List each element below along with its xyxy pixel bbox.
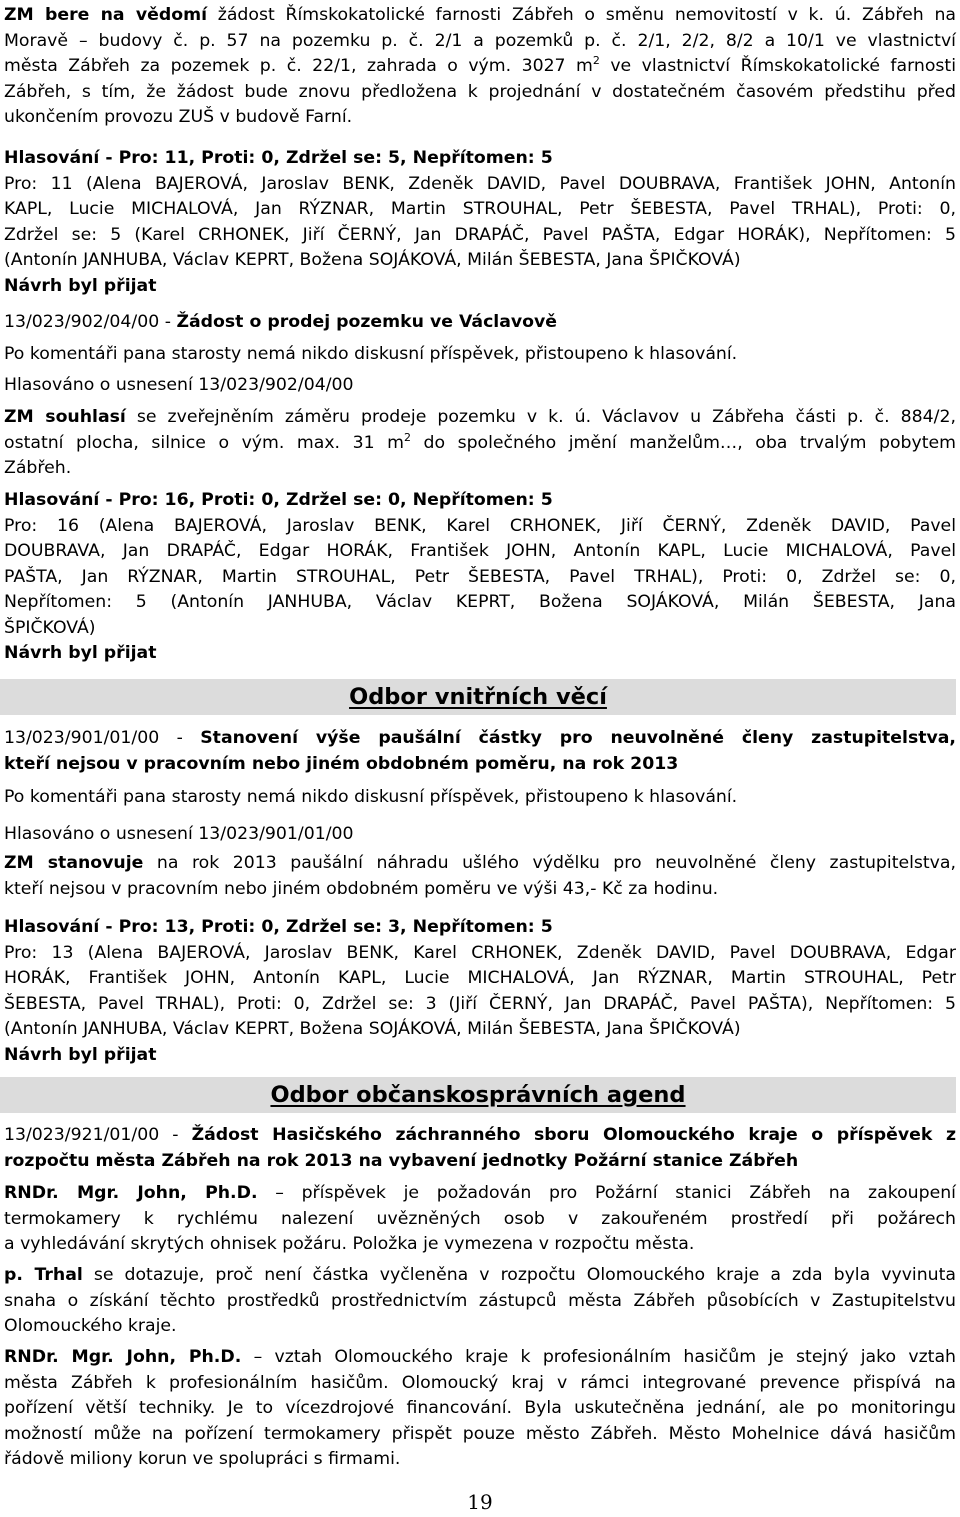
section-title: Odbor občanskosprávních agend	[270, 1082, 686, 1108]
text-line: ZM souhlasí se zveřejněním záměru prodeje pozemku v k. ú. Václavov u Zábřeha části p. č. 884/2,	[4, 407, 956, 427]
text-line: ostatní plocha, silnice o vým. max. 31 $m^2$ do společného jmění manželům…, oba trvalým pobytem	[4, 430, 956, 453]
vote-heading: Hlasování - Pro: 13, Proti: 0, Zdržel se: 3, Nepřítomen: 5	[4, 917, 553, 937]
item-number: 13/023/901/01/00 -	[4, 728, 201, 748]
vote-block-3	[4, 915, 956, 1068]
text-line: města Zábřeh za pozemek p. č. 22/1, zahrada o vým. 3027 $m^2$ ve vlastnictví Římskokatolické farnosti	[4, 54, 957, 76]
section-title: Odbor vnitřních věcí	[349, 684, 607, 710]
item-heading-1	[4, 310, 956, 336]
speech-paragraph-2	[4, 1263, 956, 1340]
vote-line: KAPL, Lucie MICHALOVÁ, Jan RÝZNAR, Martin STROUHAL, Petr ŠEBESTA, Pavel TRHAL), Proti: 0,	[4, 199, 956, 219]
speaker-name: RNDr. Mgr. John, Ph.D.	[4, 1347, 242, 1367]
section-heading-band	[0, 1077, 956, 1113]
discussion-comment: Po komentáři pana starosty nemá nikdo diskusní příspěvek, přistoupeno k hlasování.	[4, 787, 738, 807]
voted-on-line: Hlasováno o usnesení 13/023/901/01/00	[4, 824, 354, 844]
text-line: termokamery k rychlému nalezení uvězněných osob v zakouřeném prostředí při požárech	[4, 1208, 956, 1229]
text-line: RNDr. Mgr. John, Ph.D. – příspěvek je požadován pro Požární stanici Zábřeh na zakoupení	[4, 1183, 956, 1203]
vote-line: (Antonín JANHUBA, Václav KEPRT, Božena SOJÁKOVÁ, Milán ŠEBESTA, Jana ŠPIČKOVÁ)	[4, 1019, 741, 1039]
item-number: 13/023/902/04/00 -	[4, 312, 177, 332]
resolution-paragraph-2	[4, 851, 956, 902]
text-line: ZM bere na vědomí žádost Římskokatolické farnosti Zábřeh o směnu nemovitostí v k. ú. Zábřeh na	[4, 5, 957, 25]
text-line: ukončením provozu ZUŠ v budově Farní.	[4, 107, 353, 127]
speaker-name: p. Trhal	[4, 1265, 83, 1285]
vote-line: Zdržel se: 5 (Karel CRHONEK, Jiří ČERNÝ, Jan DRAPÁČ, Pavel PAŠTA, Edgar HORÁK), Nepřítomen: 5	[4, 224, 956, 245]
text-line: řádově miliony korun ve spolupráci s firmami.	[4, 1449, 401, 1469]
text-line: možností může na pořízení termokamery přispět pouze město Zábřeh. Město Mohelnice dává hasičům	[4, 1423, 956, 1444]
vote-line: Pro: 13 (Alena BAJEROVÁ, Jaroslav BENK, Karel CRHONEK, Zdeněk DAVID, Pavel DOUBRAVA, Edgar	[4, 942, 956, 963]
vote-line: Nepřítomen: 5 (Antonín JANHUBA, Václav KEPRT, Božena SOJÁKOVÁ, Milán ŠEBESTA, Jana	[4, 592, 956, 612]
voted-on-line: Hlasováno o usnesení 13/023/902/04/00	[4, 375, 354, 395]
text-line: pořízení větší techniky. Je to vícezdrojové financování. Byla uskutečněna jednání, ale po monitoringu	[4, 1398, 956, 1418]
speech-paragraph-3	[4, 1345, 956, 1473]
vote-line: HORÁK, František JOHN, Antonín KAPL, Lucie MICHALOVÁ, Jan RÝZNAR, Martin STROUHAL, Petr	[4, 968, 956, 988]
item-heading-3	[4, 1123, 956, 1174]
vote-result: Návrh byl přijat	[4, 643, 157, 663]
vote-line: (Antonín JANHUBA, Václav KEPRT, Božena SOJÁKOVÁ, Milán ŠEBESTA, Jana ŠPIČKOVÁ)	[4, 250, 741, 270]
text-line: Zábřeh, s tím, že žádost bude znovu předložena k projednání v dostatečném časovém předstihu před	[4, 81, 956, 102]
item-title-continued: kteří nejsou v pracovním nebo jiném obdobném poměru, na rok 2013	[4, 753, 679, 774]
text-line: Zábřeh.	[4, 458, 72, 478]
vote-heading: Hlasování - Pro: 11, Proti: 0, Zdržel se: 5, Nepřítomen: 5	[4, 148, 553, 168]
text-line: kteří nejsou v pracovním nebo jiném obdobném poměru ve výši 43,- Kč za hodinu.	[4, 878, 719, 899]
text-line: města Zábřeh k profesionálním hasičům. Olomoucký kraj v rámci integrované prevence přispívá na	[4, 1372, 956, 1393]
vote-line: Pro: 11 (Alena BAJEROVÁ, Jaroslav BENK, Zdeněk DAVID, Pavel DOUBRAVA, František JOHN, Antonín	[4, 173, 956, 194]
speech-paragraph-1	[4, 1181, 956, 1258]
text-line: p. Trhal se dotazuje, proč není částka vyčleněna v rozpočtu Olomouckého kraje a zda byla vyvinuta	[4, 1265, 956, 1285]
text-line: a vyhledávání skrytých ohnisek požáru. Položka je vymezena v rozpočtu města.	[4, 1234, 695, 1254]
vote-line: Pro: 16 (Alena BAJEROVÁ, Jaroslav BENK, Karel CRHONEK, Jiří ČERNÝ, Zdeněk DAVID, Pavel	[4, 515, 956, 536]
item-title: Stanovení výše paušální částky pro neuvolněné členy zastupitelstva,	[200, 728, 956, 748]
vote-line: ŠEBESTA, Pavel TRHAL), Proti: 0, Zdržel se: 3 (Jiří ČERNÝ, Jan DRAPÁČ, Pavel PAŠTA), Nepřítomen: 5	[4, 993, 956, 1014]
vote-block-2	[4, 488, 956, 667]
text-line: snaha o získání těchto prostředků prostřednictvím zástupců města Zábřeh působících v Zastupitelstvu	[4, 1290, 956, 1311]
vote-line: DOUBRAVA, Jan DRAPÁČ, Edgar HORÁK, František JOHN, Antonín KAPL, Lucie MICHALOVÁ, Pavel	[4, 541, 956, 561]
vote-line: ŠPIČKOVÁ)	[4, 617, 96, 638]
vote-heading: Hlasování - Pro: 16, Proti: 0, Zdržel se: 0, Nepřítomen: 5	[4, 490, 553, 510]
item-number: 13/023/921/01/00 -	[4, 1125, 192, 1145]
speaker-name: RNDr. Mgr. John, Ph.D.	[4, 1183, 258, 1203]
item-heading-2	[4, 726, 956, 777]
text-line: Moravě – budovy č. p. 57 na pozemku p. č. 2/1 a pozemků p. č. 2/1, 2/2, 8/2 a 10/1 ve vlastnictví	[4, 30, 956, 51]
vote-result: Návrh byl přijat	[4, 1044, 157, 1065]
vote-line: PAŠTA, Jan RÝZNAR, Martin STROUHAL, Petr ŠEBESTA, Pavel TRHAL), Proti: 0, Zdržel se: 0,	[4, 566, 956, 587]
item-title-continued: rozpočtu města Zábřeh na rok 2013 na vybavení jednotky Požární stanice Zábřeh	[4, 1150, 799, 1171]
resolution-paragraph-1	[4, 405, 956, 482]
text-line: Olomouckého kraje.	[4, 1316, 177, 1336]
vote-block-1	[4, 146, 956, 299]
vote-result: Návrh byl přijat	[4, 275, 157, 296]
discussion-comment: Po komentáři pana starosty nemá nikdo diskusní příspěvek, přistoupeno k hlasování.	[4, 344, 738, 364]
section-heading-band	[0, 679, 956, 715]
page-number: 19	[467, 1490, 493, 1514]
item-title: Žádost o prodej pozemku ve Václavově	[176, 312, 558, 332]
top-resolution-paragraph	[4, 3, 956, 131]
text-line: RNDr. Mgr. John, Ph.D. – vztah Olomouckého kraje k profesionálním hasičům je stejný jako vztah	[4, 1347, 956, 1367]
text-line: ZM stanovuje na rok 2013 paušální náhradu ušlého výdělku pro neuvolněné členy zastupitelstva,	[4, 853, 956, 873]
item-title: Žádost Hasičského záchranného sboru Olomouckého kraje o příspěvek z	[191, 1125, 957, 1145]
